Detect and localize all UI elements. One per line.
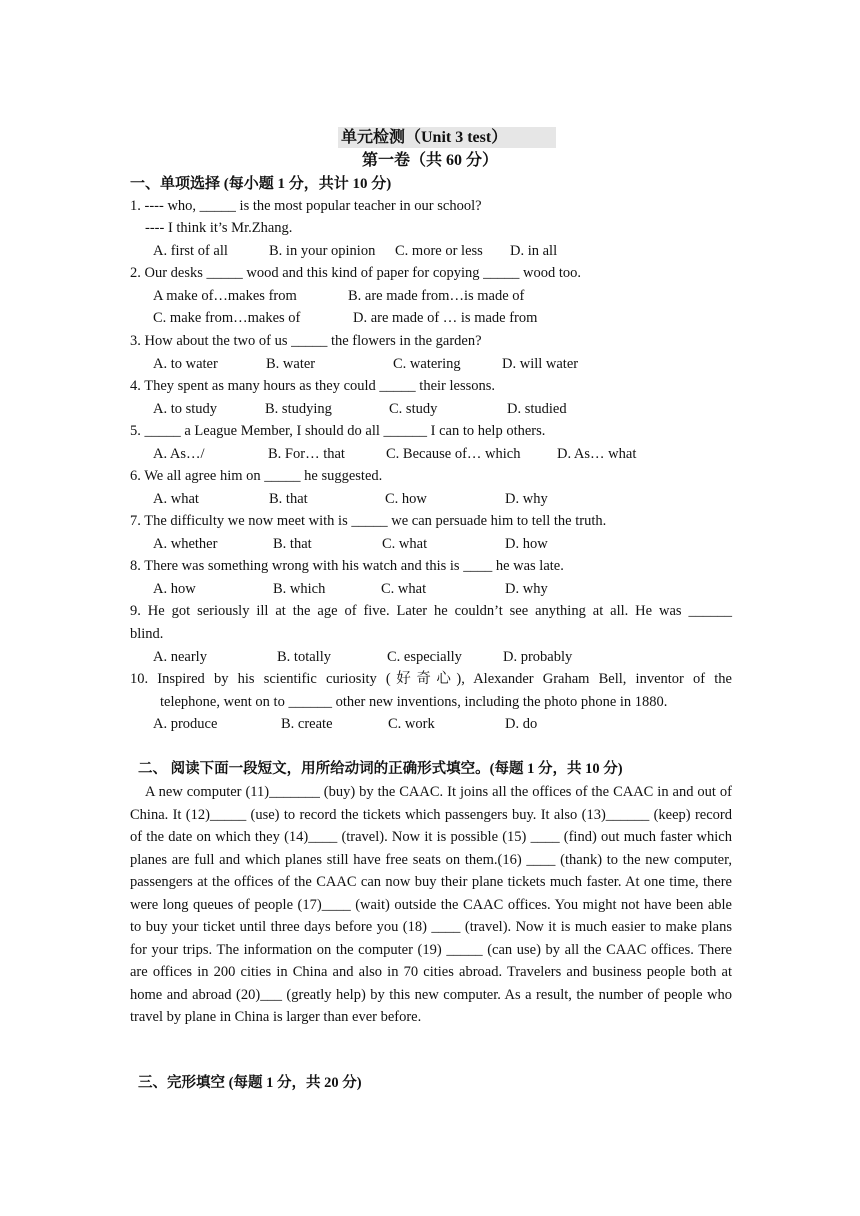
option-b: B. are made from…is made of [348,288,525,304]
option-b: B. in your opinion [269,243,376,259]
option-d: D. why [505,581,548,597]
option-a: A. nearly [153,649,207,665]
page-subtitle: 第一卷（共 60 分） [361,152,498,169]
option-c: C. what [381,581,427,597]
option-c: C. especially [387,649,462,665]
option-b: B. create [281,716,333,732]
option-c: C. make from…makes of [153,310,301,326]
reading-passage [130,781,732,1029]
option-a: A. to water [153,356,218,372]
option-a: A. first of all [153,243,228,259]
option-c: C. study [389,401,438,417]
option-d: D. probably [503,649,573,665]
option-b: B. that [273,536,312,552]
question-stem-cont: telephone, went on to ______ other new inventions, including the photo phone in 1880. [160,694,668,710]
option-d: D. how [505,536,548,552]
question-stem: 2. Our desks _____ wood and this kind of paper for copying _____ wood too. [130,265,582,281]
section3-heading: 三、完形填空 (每题 1 分，共 20 分) [138,1075,362,1091]
option-c: C. watering [393,356,461,372]
option-a: A make of…makes from [153,288,297,304]
option-a: A. how [153,581,196,597]
section2-heading: 二、 阅读下面一段短文，用所给动词的正确形式填空。(每题 1 分，共 10 分) [138,761,623,777]
section1-heading: 一、单项选择 (每小题 1 分，共计 10 分) [130,176,392,192]
option-d: D. why [505,491,548,507]
option-d: D. do [505,716,538,732]
question-stem: 4. They spent as many hours as they could _____ their lessons. [130,378,495,394]
option-c: C. Because of… which [386,446,521,462]
option-a: A. As…/ [153,446,205,462]
question-stem-cont: blind. [130,626,164,642]
option-b: B. that [269,491,308,507]
question-stem: 3. How about the two of us _____ the flowers in the garden? [130,333,482,349]
option-a: A. produce [153,716,218,732]
option-b: B. which [273,581,326,597]
option-d: D. will water [502,356,579,372]
question-stem: 6. We all agree him on _____ he suggested. [130,468,383,484]
passage-text: A new computer (11)_______ (buy) by the CAAC. It joins all the offices of the CAAC in and out of China. It (12)_____ (use) to record the tickets which passengers buy. It also (13)______ (keep) record of the date on which they (14)____ (travel). Now it is possible (15) ____ (find) out much faster which planes are full and which planes still have free seats on them.(16) ____ (thank) to the new computer, passengers at the offices of the CAAC can now buy their plane tickets much faster. At one time, there were long queues of people (17)____ (wait) outside the CAAC offices. You might not have been able to buy your ticket until three days before you (18) ____ (travel). Now it is much easier to make plans for your trips. The information on the computer (19) _____ (can use) by all the CAAC offices. There are offices in 200 cities in China and also in 70 cities abroad. Travelers and business people both at home and abroad (20)___ (greatly help) by this new computer. As a result, the number of people who travel by plane in China is larger than ever before. [130,784,732,1025]
question-stem: 8. There was something wrong with his watch and this is ____ he was late. [130,558,564,574]
option-d: D. are made of … is made from [353,310,538,326]
option-c: C. work [388,716,435,732]
option-b: B. totally [277,649,331,665]
option-d: D. studied [507,401,567,417]
option-b: B. For… that [268,446,345,462]
question-stem: 7. The difficulty we now meet with is _____ we can persuade him to tell the truth. [130,513,607,529]
option-c: C. how [385,491,427,507]
option-d: D. As… what [557,446,637,462]
question-stem-cont: ---- I think it’s Mr.Zhang. [145,220,293,236]
option-a: A. whether [153,536,218,552]
question-stem: 1. ---- who, _____ is the most popular teacher in our school? [130,198,482,214]
question-stem: 5. _____ a League Member, I should do all ______ I can to help others. [130,423,546,439]
page-title: 单元检测（Unit 3 test） [338,127,556,148]
option-a: A. to study [153,401,218,417]
option-a: A. what [153,491,199,507]
option-c: C. what [382,536,428,552]
option-d: D. in all [510,243,558,259]
option-b: B. studying [265,401,332,417]
option-b: B. water [266,356,316,372]
question-stem: 10. Inspired by his scientific curiosity (好奇心), Alexander Graham Bell, inventor of the [130,671,732,687]
question-stem: 9. He got seriously ill at the age of five. Later he couldn’t see anything at all. He was ______ [130,603,732,619]
option-c: C. more or less [395,243,483,259]
